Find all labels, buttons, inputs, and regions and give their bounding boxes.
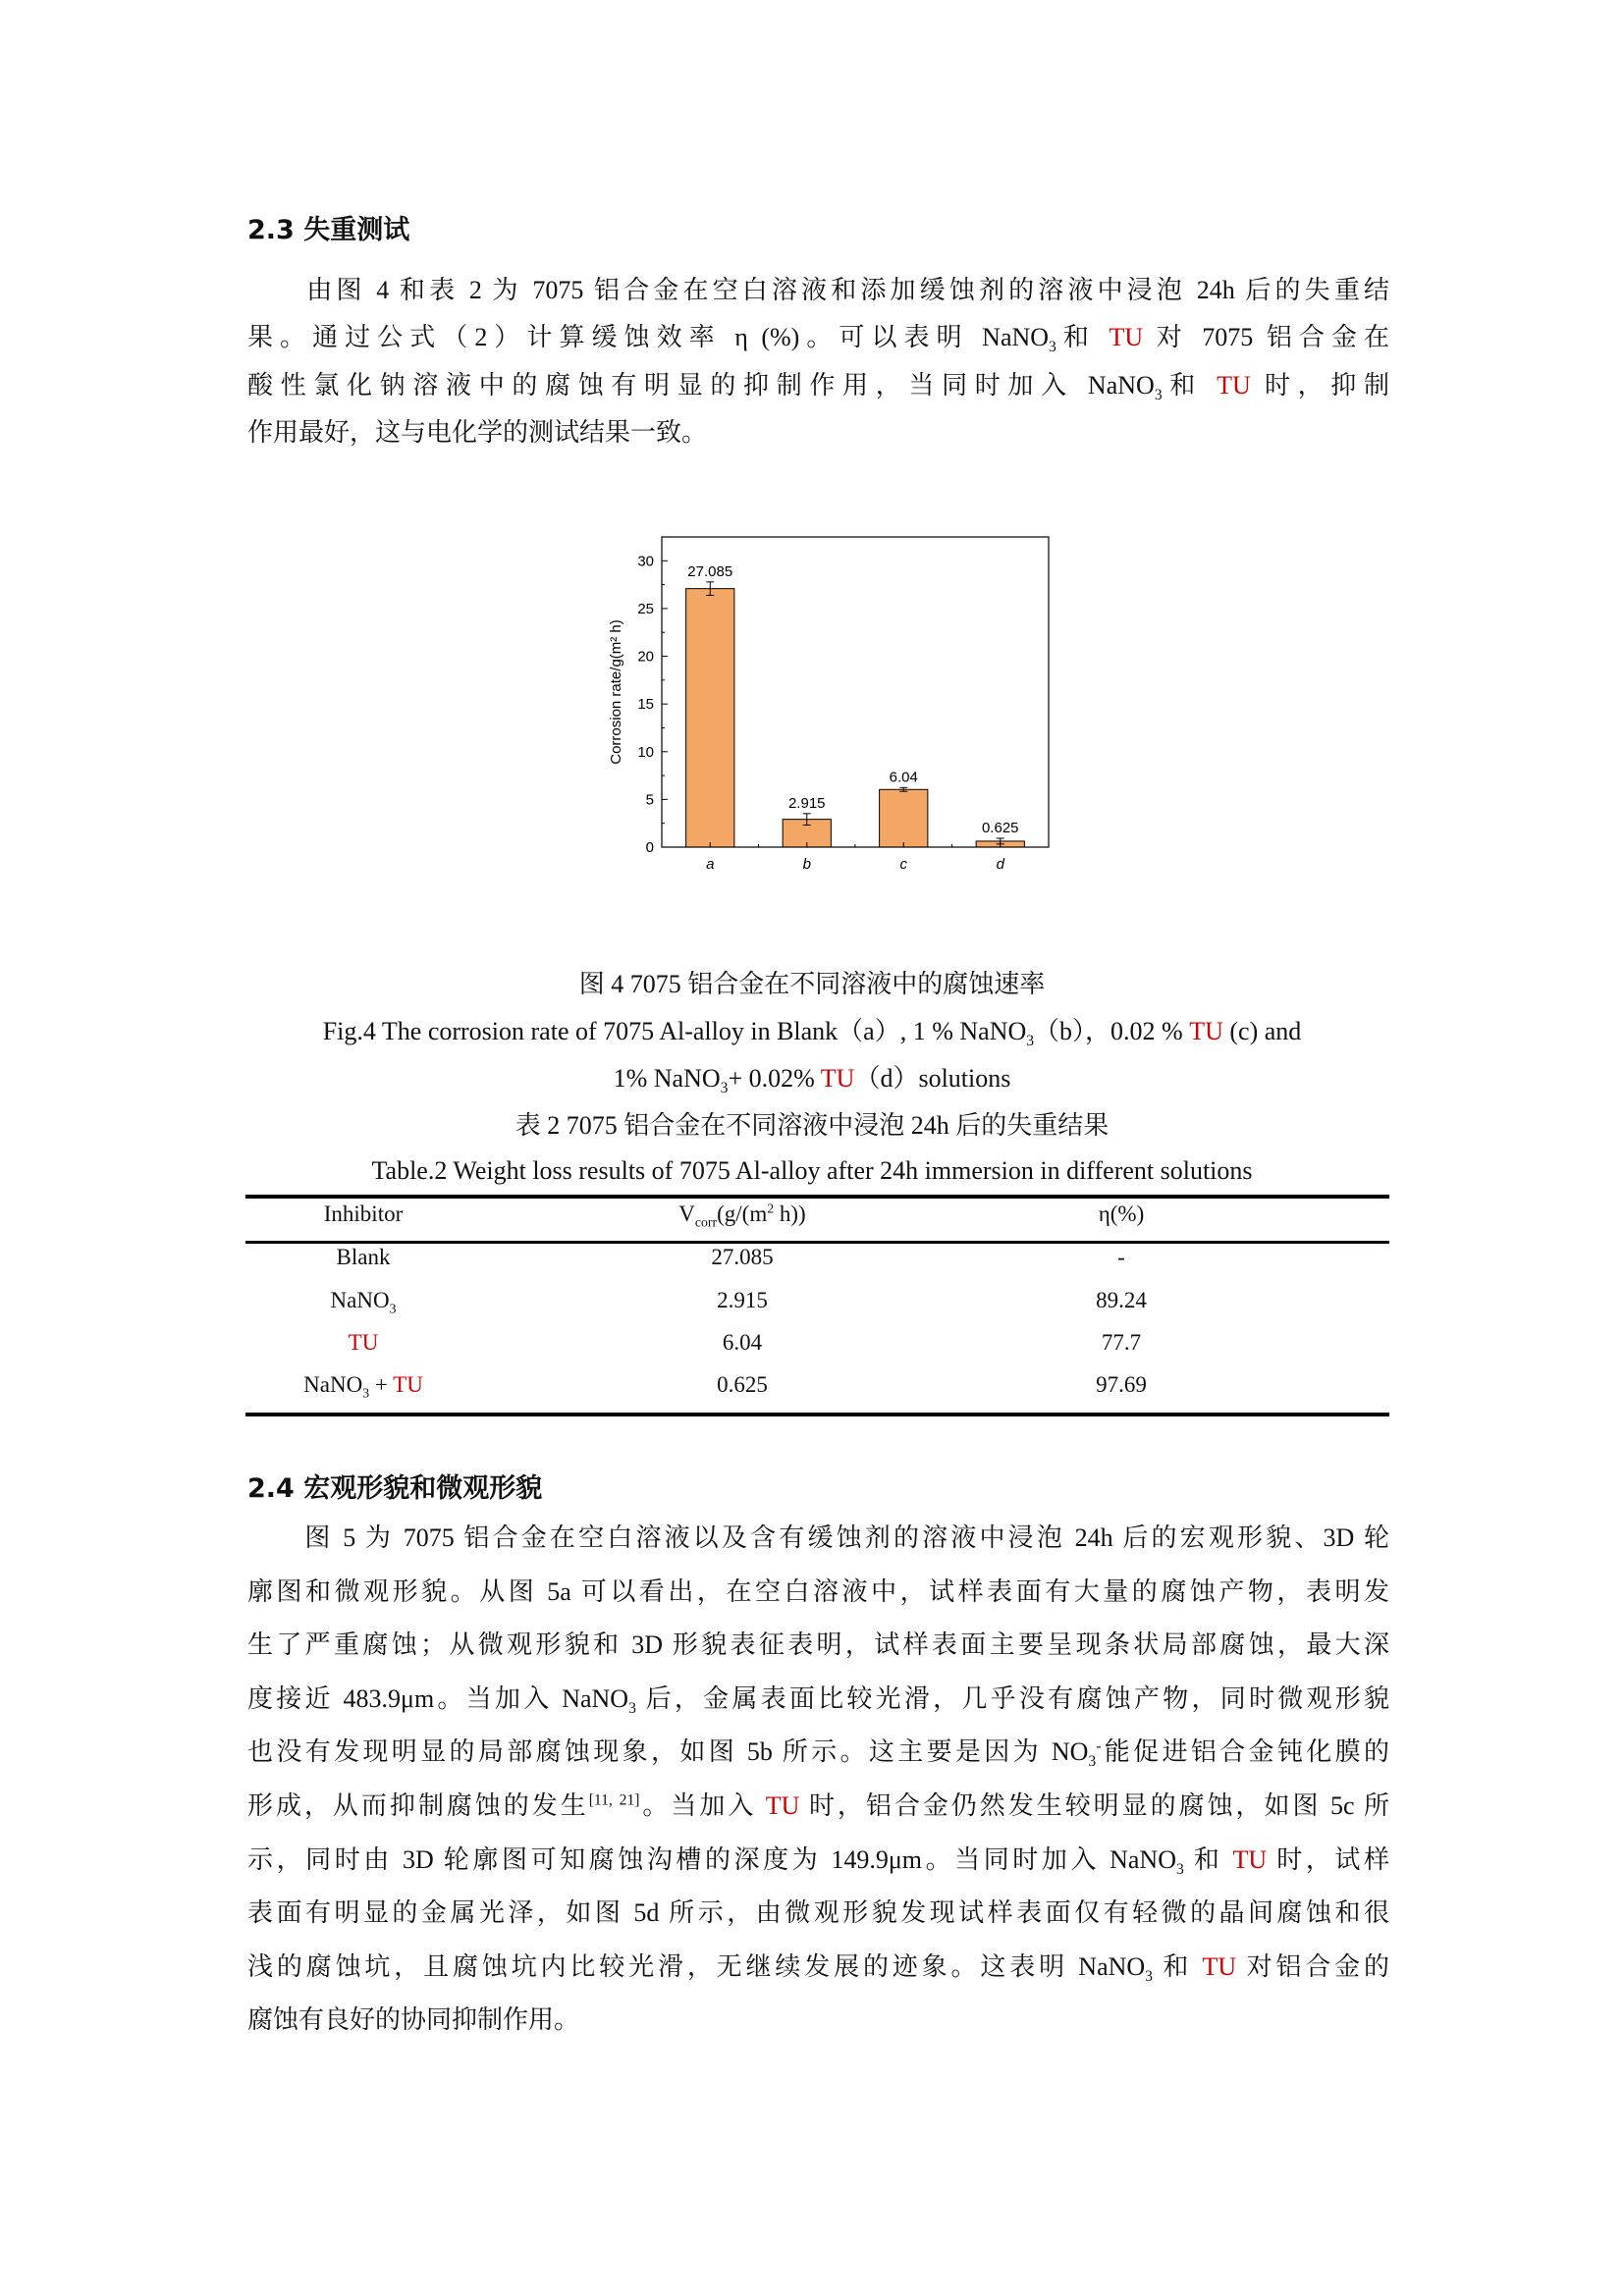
- data-label: 6.04: [889, 769, 918, 786]
- y-tick-label: 20: [637, 648, 654, 666]
- y-tick-label: 15: [637, 696, 654, 714]
- highlighted-term: TU: [1189, 1017, 1223, 1045]
- subscript: 3: [1026, 1033, 1035, 1050]
- paragraph-line: 浅的腐蚀坑，且腐蚀坑内比较光滑，无继续发展的迹象。这表明 NaNO$_3$ 和 TU 对铝合金的: [247, 1951, 1389, 1985]
- paragraph-line: 作用最好，这与电化学的测试结果一致。: [247, 418, 708, 448]
- table-cell: 77.7: [1101, 1330, 1142, 1355]
- data-label: 0.625: [981, 820, 1019, 837]
- table-cell: NaNO$_3$ + TU: [303, 1372, 423, 1401]
- figure-caption-en-1: Fig.4 The corrosion rate of 7075 Al-alloy in Blank（a）, 1 % NaNO$_3$（b），0.02 % TU (c) and: [322, 1017, 1302, 1050]
- paragraph-line: 腐蚀有良好的协同抑制作用。: [247, 2005, 580, 2035]
- subscript: 3: [1049, 339, 1056, 356]
- paragraph-line: 示，同时由 3D 轮廓图可知腐蚀沟槽的深度为 149.9μm。当同时加入 NaNO$_3$ 和 TU 时，试样: [247, 1844, 1389, 1878]
- subscript: 3: [720, 1080, 729, 1097]
- table-header-cell: η(%): [1098, 1201, 1145, 1226]
- y-tick-label: 5: [645, 791, 654, 809]
- x-tick-label: b: [802, 856, 811, 873]
- y-tick-label: 0: [645, 839, 654, 856]
- table-cell: 89.24: [1096, 1288, 1147, 1312]
- highlighted-term: TU: [1232, 1844, 1268, 1874]
- section-heading-2-3: 2.3 失重测试: [247, 215, 410, 245]
- table-header-cell: $V_{corr}(g/(m^2$ h)): [678, 1201, 806, 1230]
- paragraph-line: 廓图和微观形貌。从图 5a 可以看出，在空白溶液中，试样表面有大量的腐蚀产物，表明发: [247, 1576, 1389, 1606]
- table-cell: NaNO$_3$: [330, 1288, 397, 1316]
- paragraph-line: 度接近 483.9μm。当加入 NaNO$_3$ 后，金属表面比较光滑，几乎没有腐蚀产物，同时微观形貌: [247, 1683, 1389, 1717]
- section-heading-2-4: 2.4 宏观形貌和微观形貌: [247, 1473, 543, 1504]
- highlighted-term: TU: [1109, 323, 1144, 352]
- subscript: 3: [362, 1385, 370, 1401]
- superscript: [11, 21]: [588, 1791, 640, 1809]
- y-tick-label: 25: [637, 600, 654, 617]
- subscript: 3: [628, 1699, 636, 1717]
- paragraph-line: 由图 4 和表 2 为 7075 铝合金在空白溶液和添加缓蚀剂的溶液中浸泡 24h 后的失重结: [247, 276, 1389, 304]
- table-caption-en: Table.2 Weight loss results of 7075 Al-alloy after 24h immersion in different solutions: [371, 1156, 1253, 1185]
- paragraph-line: 果。通过公式（2）计算缓蚀效率 η (%)。可以表明 NaNO$_3$和 TU 对 7075 铝合金在: [247, 323, 1389, 356]
- x-tick-label: d: [996, 856, 1004, 873]
- subscript: corr: [694, 1214, 718, 1230]
- superscript: -: [1096, 1737, 1102, 1755]
- table-cell: 27.085: [711, 1245, 774, 1269]
- table-cell: 0.625: [717, 1372, 768, 1397]
- table-top-rule: [245, 1195, 1389, 1199]
- data-label: 2.915: [787, 794, 826, 812]
- subscript: 3: [389, 1301, 397, 1316]
- x-tick-label: a: [706, 856, 715, 873]
- y-tick-label: 30: [637, 553, 654, 570]
- x-tick-label: c: [899, 856, 907, 873]
- table-cell: Blank: [336, 1245, 391, 1269]
- figure-caption-en-2: 1% NaNO$_3$+ 0.02% TU（d）solutions: [613, 1064, 1011, 1097]
- highlighted-term: TU: [348, 1330, 379, 1355]
- table-bottom-rule: [245, 1413, 1389, 1416]
- table-cell: 97.69: [1096, 1372, 1147, 1397]
- table-cell: 6.04: [722, 1330, 763, 1355]
- highlighted-term: TU: [765, 1791, 800, 1820]
- subscript: 3: [1088, 1753, 1097, 1771]
- table-caption-cn: 表 2 7075 铝合金在不同溶液中浸泡 24h 后的失重结果: [514, 1111, 1110, 1140]
- paragraph-line: 形成，从而抑制腐蚀的发生[11, 21]。当加入 TU 时，铝合金仍然发生较明显的腐蚀，如图 5c 所: [247, 1791, 1389, 1820]
- y-axis-label: Corrosion rate/g(m² h): [608, 619, 624, 765]
- table-cell: [167, 1328, 560, 1358]
- highlighted-term: TU: [820, 1064, 855, 1093]
- table-cell: 2.915: [717, 1288, 768, 1312]
- paragraph-line: 也没有发现明显的局部腐蚀现象，如图 5b 所示。这主要是因为 $NO_3^-$能促进铝合金钝化膜的: [247, 1737, 1389, 1771]
- paragraph-line: 图 5 为 7075 铝合金在空白溶液以及含有缓蚀剂的溶液中浸泡 24h 后的宏观形貌、3D 轮: [247, 1523, 1389, 1552]
- subscript: 3: [1145, 1967, 1153, 1985]
- highlighted-term: TU: [393, 1372, 423, 1397]
- paragraph-line: 表面有明显的金属光泽，如图 5d 所示，由微观形貌发现试样表面仅有轻微的晶间腐蚀和很: [247, 1898, 1389, 1928]
- highlighted-term: TU: [1217, 370, 1251, 400]
- table-cell: -: [1117, 1245, 1125, 1269]
- data-label: 27.085: [687, 562, 733, 580]
- bar-a: [686, 589, 734, 847]
- subscript: 3: [1154, 386, 1163, 403]
- table-header-cell: Inhibitor: [323, 1201, 404, 1226]
- corrosion-rate-bar-chart: [589, 530, 1080, 893]
- paragraph-line: 酸性氯化钠溶液中的腐蚀有明显的抑制作用，当同时加入 NaNO$_3$和 TU 时，抑制: [247, 370, 1389, 403]
- figure-caption-cn: 图 4 7075 铝合金在不同溶液中的腐蚀速率: [578, 970, 1046, 998]
- bar-c: [880, 789, 928, 847]
- y-tick-label: 10: [637, 743, 654, 761]
- subscript: 3: [1175, 1860, 1184, 1878]
- superscript: 2: [767, 1201, 775, 1216]
- paragraph-line: 生了严重腐蚀；从微观形貌和 3D 形貌表征表明，试样表面主要呈现条状局部腐蚀，最大深: [247, 1630, 1389, 1660]
- highlighted-term: TU: [1202, 1951, 1237, 1981]
